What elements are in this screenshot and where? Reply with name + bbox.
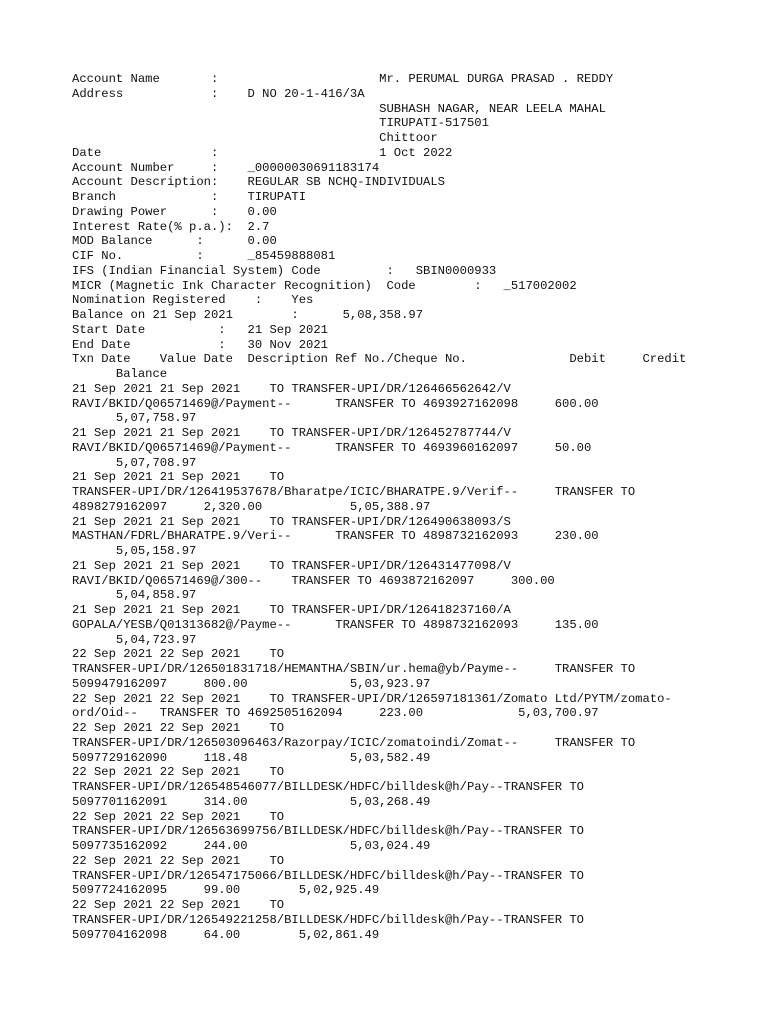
transaction-line: RAVI/BKID/Q06571469@/Payment-- TRANSFER TO 4693927162098 600.00 — [72, 396, 599, 411]
end-date-line: End Date : 30 Nov 2021 — [72, 337, 328, 352]
transaction-line: 21 Sep 2021 21 Sep 2021 TO TRANSFER-UPI/DR/126466562642/V — [72, 381, 511, 396]
transaction-line: 5,07,758.97 — [72, 411, 197, 426]
transaction-line: 21 Sep 2021 21 Sep 2021 TO — [72, 470, 285, 485]
transaction-line: TRANSFER-UPI/DR/126563699756/BILLDESK/HDFC/billdesk@h/Pay--TRANSFER TO — [72, 824, 584, 839]
transaction-line: 5097701162091 314.00 5,03,268.49 — [72, 794, 431, 809]
transaction-line: 5,04,858.97 — [72, 588, 197, 603]
branch-line: Branch : TIRUPATI — [72, 190, 307, 204]
transaction-line: TRANSFER-UPI/DR/126549221258/BILLDESK/HDFC/billdesk@h/Pay--TRANSFER TO — [72, 912, 584, 927]
account-details — [72, 72, 752, 352]
transaction-line: 4898279162097 2,320.00 5,05,388.97 — [72, 499, 431, 514]
transaction-line: MASTHAN/FDRL/BHARATPE.9/Veri-- TRANSFER TO 4898732162093 230.00 — [72, 529, 599, 544]
table-header-line: Balance — [72, 367, 168, 381]
transaction-line: 5097729162090 118.48 5,03,582.49 — [72, 750, 431, 765]
account-description-line: Account Description: REGULAR SB NCHQ-INDIVIDUALS — [72, 175, 445, 190]
bank-statement-page — [72, 72, 752, 942]
balance-on-line: Balance on 21 Sep 2021 : 5,08,358.97 — [72, 308, 424, 322]
mod-balance-line: MOD Balance : 0.00 — [72, 234, 277, 249]
account-number-line: Account Number : _00000030691183174 — [72, 160, 380, 175]
transaction-line: 5099479162097 800.00 5,03,923.97 — [72, 676, 431, 691]
transaction-line: TRANSFER-UPI/DR/126419537678/Bharatpe/ICIC/BHARATPE.9/Verif-- TRANSFER TO — [72, 485, 636, 499]
micr-code-line: MICR (Magnetic Ink Character Recognition) Code : _517002002 — [72, 278, 577, 293]
table-header-line: Txn Date Value Date Description Ref No./Cheque No. Debit Credit — [72, 352, 687, 367]
nomination-line: Nomination Registered : Yes — [72, 293, 314, 308]
ifs-code-line: IFS (Indian Financial System) Code : SBIN0000933 — [72, 263, 497, 278]
address-line-1: Address : D NO 20-1-416/3A — [72, 86, 365, 101]
transaction-line: 22 Sep 2021 22 Sep 2021 TO — [72, 765, 285, 780]
address-line-4: Chittoor — [72, 131, 438, 145]
transaction-line: 22 Sep 2021 22 Sep 2021 TO — [72, 898, 285, 912]
address-line-2: SUBHASH NAGAR, NEAR LEELA MAHAL — [72, 101, 606, 116]
transaction-line: 5,04,723.97 — [72, 632, 197, 647]
drawing-power-line: Drawing Power : 0.00 — [72, 204, 277, 219]
transaction-line: 22 Sep 2021 22 Sep 2021 TO TRANSFER-UPI/DR/126597181361/Zomato Ltd/PYTM/zomato- — [72, 691, 672, 706]
address-line-3: TIRUPATI-517501 — [72, 116, 489, 131]
transaction-line: 21 Sep 2021 21 Sep 2021 TO TRANSFER-UPI/DR/126418237160/A — [72, 603, 511, 617]
transaction-line: ord/Oid-- TRANSFER TO 4692505162094 223.00 5,03,700.97 — [72, 706, 599, 721]
transaction-line: 21 Sep 2021 21 Sep 2021 TO TRANSFER-UPI/DR/126431477098/V — [72, 558, 511, 573]
transaction-line: 22 Sep 2021 22 Sep 2021 TO — [72, 647, 285, 662]
transactions-table-header — [72, 352, 752, 382]
transaction-line: RAVI/BKID/Q06571469@/300-- TRANSFER TO 4693872162097 300.00 — [72, 573, 555, 588]
transaction-line: 5097704162098 64.00 5,02,861.49 — [72, 927, 380, 942]
transaction-line: 5,07,708.97 — [72, 455, 197, 470]
interest-rate-line: Interest Rate(% p.a.): 2.7 — [72, 219, 270, 234]
transaction-line: GOPALA/YESB/Q01313682@/Payme-- TRANSFER TO 4898732162093 135.00 — [72, 617, 599, 632]
transaction-line: 5097735162092 244.00 5,03,024.49 — [72, 839, 431, 853]
transaction-line: 5,05,158.97 — [72, 544, 197, 558]
transaction-line: TRANSFER-UPI/DR/126503096463/Razorpay/ICIC/zomatoindi/Zomat-- TRANSFER TO — [72, 735, 636, 750]
transaction-line: 21 Sep 2021 21 Sep 2021 TO TRANSFER-UPI/DR/126490638093/S — [72, 514, 511, 529]
transaction-line: 22 Sep 2021 22 Sep 2021 TO — [72, 853, 285, 868]
start-date-line: Start Date : 21 Sep 2021 — [72, 322, 328, 337]
cif-number-line: CIF No. : _85459888081 — [72, 249, 336, 263]
transaction-line: TRANSFER-UPI/DR/126548546077/BILLDESK/HDFC/billdesk@h/Pay--TRANSFER TO — [72, 780, 584, 794]
account-name-line: Account Name : Mr. PERUMAL DURGA PRASAD . REDDY — [72, 72, 614, 86]
transaction-line: TRANSFER-UPI/DR/126547175066/BILLDESK/HDFC/billdesk@h/Pay--TRANSFER TO — [72, 868, 584, 883]
transactions-list — [72, 382, 752, 943]
transaction-line: 22 Sep 2021 22 Sep 2021 TO — [72, 721, 285, 735]
transaction-line: 22 Sep 2021 22 Sep 2021 TO — [72, 809, 285, 824]
transaction-line: TRANSFER-UPI/DR/126501831718/HEMANTHA/SBIN/ur.hema@yb/Payme-- TRANSFER TO — [72, 662, 636, 676]
transaction-line: 5097724162095 99.00 5,02,925.49 — [72, 883, 380, 898]
transaction-line: RAVI/BKID/Q06571469@/Payment-- TRANSFER TO 4693960162097 50.00 — [72, 440, 592, 455]
date-line: Date : 1 Oct 2022 — [72, 145, 453, 160]
transaction-line: 21 Sep 2021 21 Sep 2021 TO TRANSFER-UPI/DR/126452787744/V — [72, 426, 511, 440]
